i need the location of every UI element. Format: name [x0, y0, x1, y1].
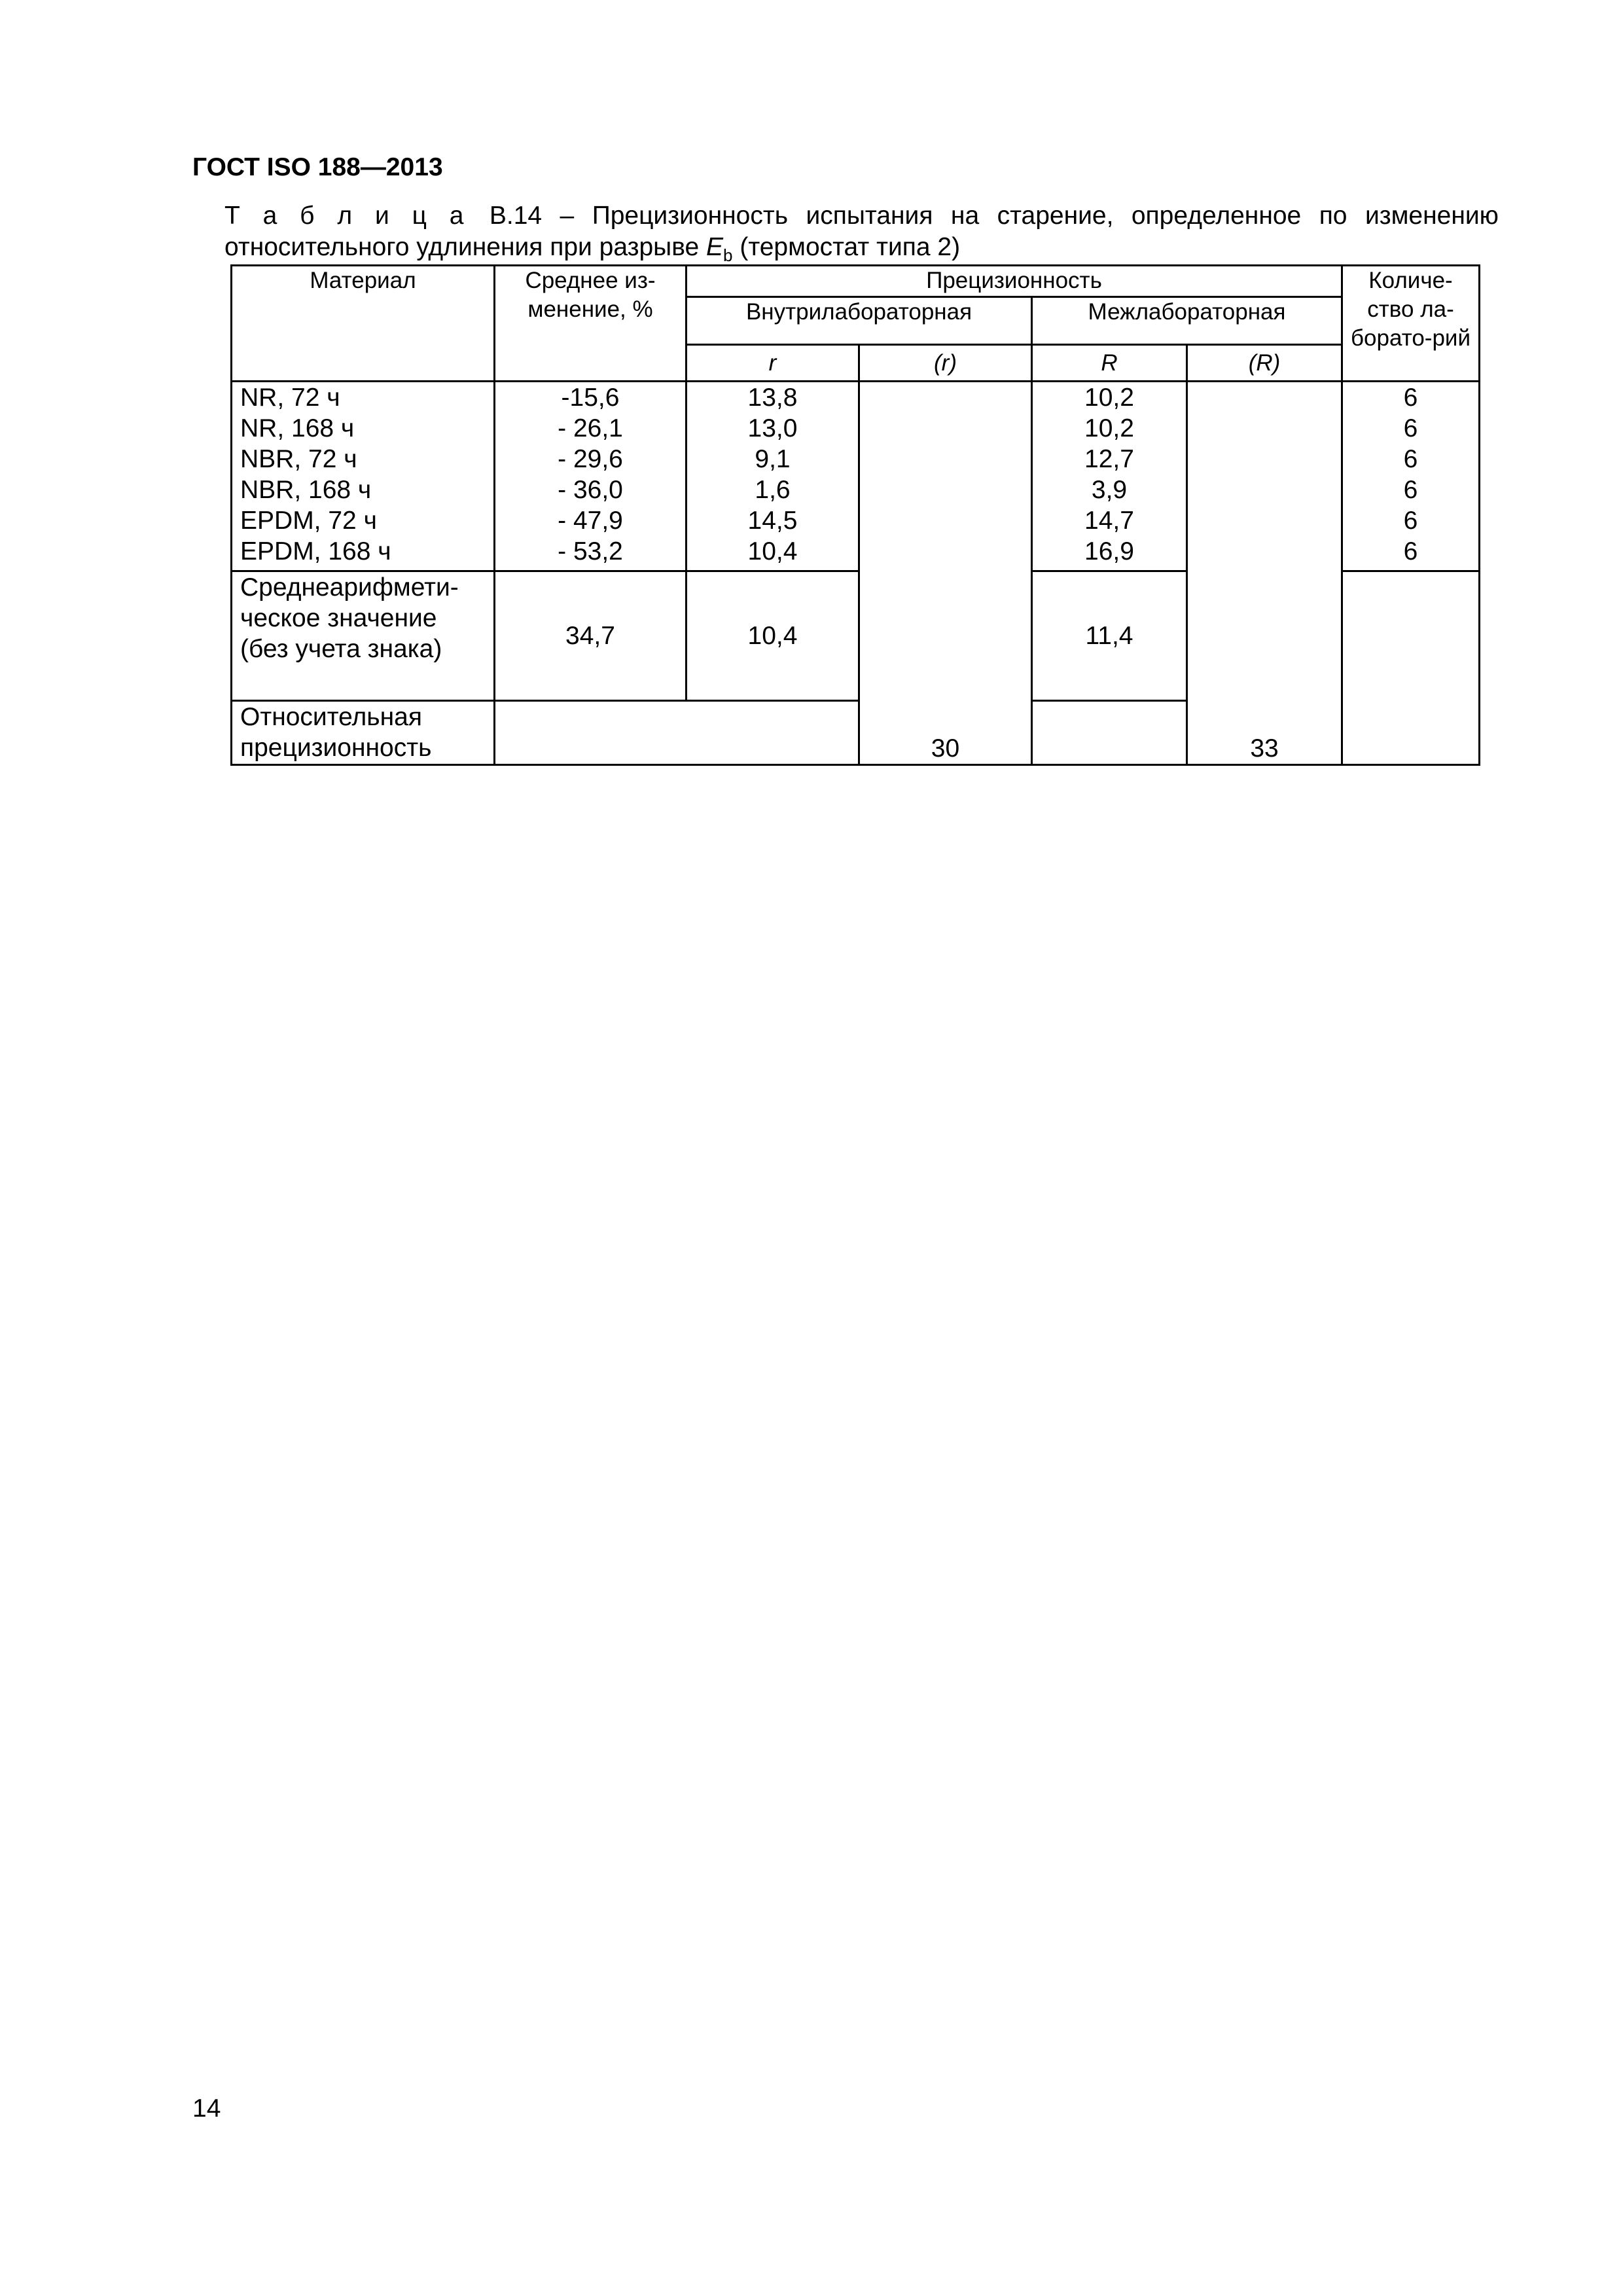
average-label-line: Среднеарифмети-	[240, 573, 459, 601]
caption-symbol-subscript: b	[723, 245, 733, 265]
relative-empty-cell	[495, 701, 859, 765]
caption-word: определенное	[1131, 202, 1302, 230]
labs-cell: 6	[1403, 414, 1418, 442]
labs-cell: 6	[1403, 445, 1418, 473]
caption-line-2-tail: (термостат типа 2)	[732, 233, 961, 261]
r-cell: 10,4	[747, 537, 798, 565]
r-cell: 13,8	[747, 384, 798, 412]
average-label-line: (без учета знака)	[240, 635, 442, 663]
caption-label: Т а б л и ц а	[224, 202, 472, 230]
relative-label-line: Относительная	[240, 703, 422, 731]
material-cell: EPDM, 72 ч	[240, 507, 377, 535]
header-between-lab: Межлабораторная	[1032, 297, 1342, 345]
header-r: r	[687, 345, 859, 382]
caption-symbol: E	[706, 233, 724, 261]
caption-word: Прецизионность	[592, 202, 789, 230]
material-cell: NBR, 72 ч	[240, 445, 357, 473]
relative-R-empty-cell	[1032, 701, 1187, 765]
mean-change-cell: - 53,2	[558, 537, 623, 565]
average-label-line: ческое значение	[240, 604, 437, 632]
header-laboratories-count: Количе-ство ла-борато-рий	[1342, 266, 1480, 382]
r-relative-cell: 30	[859, 382, 1032, 765]
mean-change-cell: -15,6	[561, 384, 620, 412]
caption-word: на	[950, 202, 980, 230]
caption-word: В.14	[489, 202, 543, 230]
average-mean-change: 34,7	[495, 571, 687, 701]
table-caption	[224, 200, 1499, 271]
caption-line-1	[224, 200, 1499, 232]
r-cell: 9,1	[755, 445, 791, 473]
r-cell: 14,5	[747, 507, 798, 535]
material-cell: NR, 168 ч	[240, 414, 355, 442]
average-R: 11,4	[1032, 571, 1187, 701]
labs-empty-cell	[1342, 571, 1480, 765]
material-cell: NBR, 168 ч	[240, 476, 372, 504]
header-precision: Прецизионность	[687, 266, 1342, 297]
labs-cell: 6	[1403, 476, 1418, 504]
R-cell: 3,9	[1091, 476, 1128, 504]
header-r-relative: (r)	[859, 345, 1032, 382]
r-cell: 1,6	[755, 476, 791, 504]
page-number: 14	[192, 2094, 221, 2123]
relative-label-line: прецизионность	[240, 734, 432, 762]
R-cell: 10,2	[1084, 414, 1134, 442]
R-list	[1032, 382, 1187, 571]
mean-change-cell: - 36,0	[558, 476, 623, 504]
mean-change-list	[495, 382, 687, 571]
r-list	[687, 382, 859, 571]
material-cell: NR, 72 ч	[240, 384, 340, 412]
caption-word: испытания	[806, 202, 933, 230]
labs-cell: 6	[1403, 507, 1418, 535]
caption-word: –	[560, 202, 575, 230]
caption-line-2-text: относительного удлинения при разрыве	[224, 233, 707, 261]
r-cell: 13,0	[747, 414, 798, 442]
R-relative-cell: 33	[1187, 382, 1342, 765]
header-mean-change: Среднее из-менение, %	[495, 266, 687, 382]
mean-change-cell: - 47,9	[558, 507, 623, 535]
R-cell: 16,9	[1084, 537, 1134, 565]
caption-word: по	[1319, 202, 1347, 230]
caption-word: старение,	[997, 202, 1114, 230]
average-label	[232, 571, 495, 701]
caption-word: изменению	[1364, 202, 1499, 230]
labs-cell: 6	[1403, 537, 1418, 565]
R-cell: 14,7	[1084, 507, 1134, 535]
relative-label	[232, 701, 495, 765]
mean-change-cell: - 26,1	[558, 414, 623, 442]
average-r: 10,4	[687, 571, 859, 701]
header-R-relative: (R)	[1187, 345, 1342, 382]
mean-change-cell: - 29,6	[558, 445, 623, 473]
header-R: R	[1032, 345, 1187, 382]
labs-cell: 6	[1403, 384, 1418, 412]
R-cell: 12,7	[1084, 445, 1134, 473]
material-cell: EPDM, 168 ч	[240, 537, 391, 565]
material-list	[232, 382, 495, 571]
labs-list	[1342, 382, 1480, 571]
document-header: ГОСТ ISO 188—2013	[192, 153, 443, 181]
precision-table	[230, 264, 1480, 766]
header-within-lab: Внутрилабораторная	[687, 297, 1032, 345]
R-cell: 10,2	[1084, 384, 1134, 412]
header-material: Материал	[232, 266, 495, 382]
